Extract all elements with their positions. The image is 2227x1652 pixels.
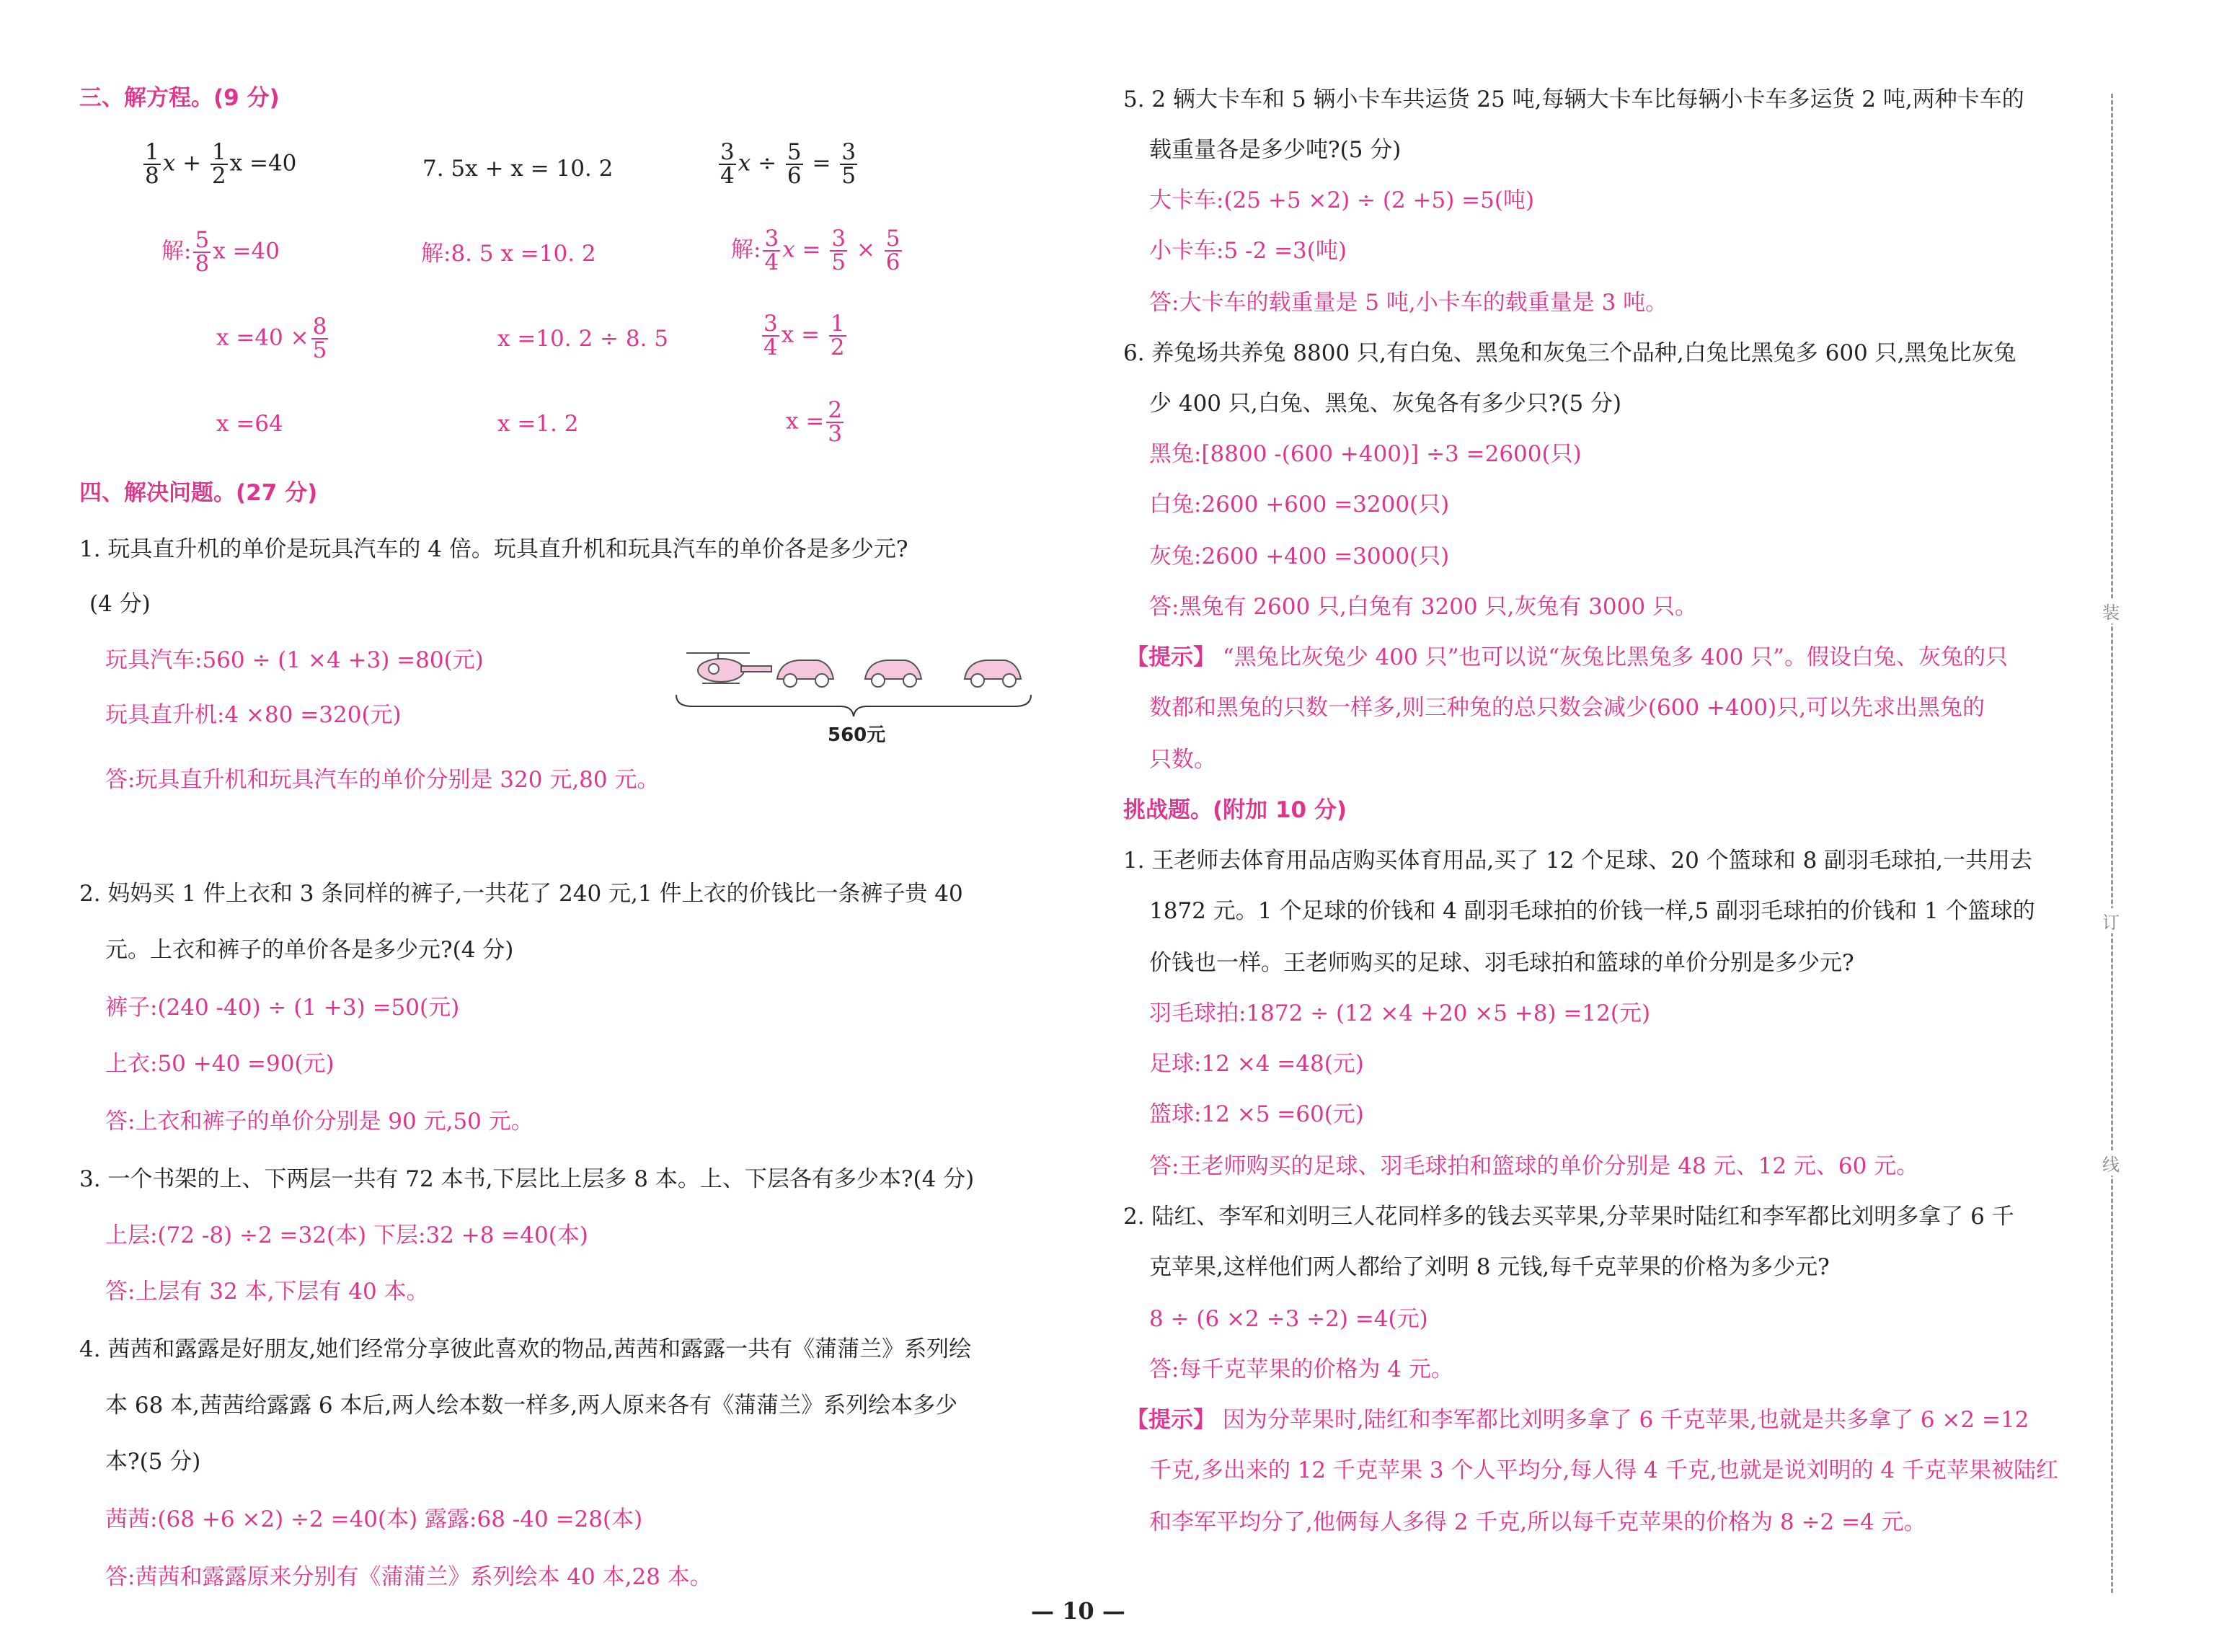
- q2-text-line2: 元。上衣和裤子的单价各是多少元?(4 分): [105, 937, 514, 963]
- eq1-step2: x =40 × $\frac{8}{5}$: [216, 314, 327, 363]
- q2-answer-step2: 上衣:50 +40 =90(元): [105, 1051, 335, 1077]
- q4-answer-step1: 茜茜:(68 +6 ×2) ÷2 =40(本) 露露:68 -40 =28(本): [105, 1506, 643, 1532]
- q3-answer: 答:上层有 32 本,下层有 40 本。: [105, 1279, 429, 1305]
- q5-answer-step2: 小卡车:5 -2 =3(吨): [1149, 238, 1347, 264]
- q2-answer-step1: 裤子:(240 -40) ÷ (1 +3) =50(元): [105, 995, 460, 1021]
- q2-answer: 答:上衣和裤子的单价分别是 90 元,50 元。: [105, 1109, 533, 1134]
- q1-answer-step2: 玩具直升机:4 ×80 =320(元): [105, 702, 402, 728]
- q2-text-line1: 2. 妈妈买 1 件上衣和 3 条同样的裤子,一共花了 240 元,1 件上衣的价钱比一条裤子贵 40: [79, 881, 963, 907]
- q3-text: 3. 一个书架的上、下两层一共有 72 本书,下层比上层多 8 本。上、下层各有多少本?(4 分): [79, 1166, 975, 1192]
- eq3-problem: $\frac{3}{4}$ x ÷ $\frac{5}{6}$ = $\frac{3}{5}$: [720, 139, 856, 189]
- challenge-title: 挑战题。(附加 10 分): [1123, 797, 1347, 823]
- diagram-total-label: 560元: [828, 724, 886, 746]
- q6-answer: 答:黑兔有 2600 只,白兔有 3200 只,灰兔有 3000 只。: [1149, 594, 1697, 620]
- c1-answer-step1: 羽毛球拍:1872 ÷ (12 ×4 +20 ×5 +8) =12(元): [1149, 1000, 1651, 1026]
- q6-text-line2: 少 400 只,白兔、黑兔、灰兔各有多少只?(5 分): [1149, 391, 1622, 417]
- c1-text-line1: 1. 王老师去体育用品店购买体育用品,买了 12 个足球、20 个篮球和 8 副羽毛球拍,一共用去: [1123, 848, 2033, 874]
- page-number: — 10 —: [1031, 1597, 1125, 1625]
- binding-mark-3: 线: [2099, 1150, 2122, 1176]
- binding-line: [2111, 94, 2113, 1593]
- eq2-step3: x =1. 2: [497, 411, 579, 437]
- q6-text-line1: 6. 养兔场共养兔 8800 只,有白兔、黑兔和灰兔三个品种,白兔比黑兔多 600 只,黑兔比灰兔: [1123, 340, 2016, 366]
- c1-text-line2: 1872 元。1 个足球的价钱和 4 副羽毛球拍的价钱一样,5 副羽毛球拍的价钱和 1 个篮球的: [1149, 898, 2035, 924]
- eq2-step1: 解:8. 5 x =10. 2: [421, 241, 596, 267]
- q5-answer: 答:大卡车的载重量是 5 吨,小卡车的载重量是 3 吨。: [1149, 290, 1668, 316]
- q1-text: 1. 玩具直升机的单价是玩具汽车的 4 倍。玩具直升机和玩具汽车的单价各是多少元?: [79, 536, 908, 562]
- c1-answer: 答:王老师购买的足球、羽毛球拍和篮球的单价分别是 48 元、12 元、60 元。: [1149, 1153, 1919, 1179]
- binding-mark-1: 装: [2099, 598, 2122, 623]
- c1-answer-step2: 足球:12 ×4 =48(元): [1149, 1051, 1364, 1077]
- c1-text-line3: 价钱也一样。王老师购买的足球、羽毛球拍和篮球的单价分别是多少元?: [1149, 950, 1854, 976]
- q5-text-line1: 5. 2 辆大卡车和 5 辆小卡车共运货 25 吨,每辆大卡车比每辆小卡车多运货 2 吨,两种卡车的: [1123, 86, 2024, 112]
- c2-tip-line2: 千克,多出来的 12 千克苹果 3 个人平均分,每人得 4 千克,也就是说刘明的 4 千克苹果被陆红: [1149, 1457, 2059, 1483]
- tip-label: 【提示】: [1126, 644, 1216, 670]
- q1-answer-step1: 玩具汽车:560 ÷ (1 ×4 +3) =80(元): [105, 647, 484, 673]
- c2-text-line1: 2. 陆红、李军和刘明三人花同样多的钱去买苹果,分苹果时陆红和李军都比刘明多拿了 6 千: [1123, 1204, 2014, 1230]
- q5-answer-step1: 大卡车:(25 +5 ×2) ÷ (2 +5) =5(吨): [1149, 187, 1535, 213]
- q4-text-line2: 本 68 本,茜茜给露露 6 本后,两人绘本数一样多,两人原来各有《蒲蒲兰》系列绘本多少: [105, 1393, 958, 1418]
- car-illustration-1: [777, 660, 833, 687]
- q6-answer-step2: 白兔:2600 +600 =3200(只): [1149, 492, 1450, 518]
- section4-title: 四、解决问题。(27 分): [79, 480, 318, 506]
- section3-title: 三、解方程。(9 分): [79, 85, 280, 111]
- eq2-step2: x =10. 2 ÷ 8. 5: [497, 326, 669, 352]
- c2-text-line2: 克苹果,这样他们两人都给了刘明 8 元钱,每千克苹果的价格为多少元?: [1149, 1254, 1830, 1280]
- c2-tip-line3: 和李军平均分了,他俩每人多得 2 千克,所以每千克苹果的价格为 8 ÷2 =4 元。: [1149, 1509, 1926, 1535]
- tip-label: 【提示】: [1126, 1407, 1216, 1433]
- q5-text-line2: 载重量各是多少吨?(5 分): [1149, 137, 1402, 163]
- q6-tip-line3: 只数。: [1149, 747, 1216, 773]
- q3-answer-step1: 上层:(72 -8) ÷2 =32(本) 下层:32 +8 =40(本): [105, 1222, 588, 1248]
- eq3-step3: x = $\frac{2}{3}$: [786, 397, 843, 447]
- eq2-problem: 7. 5x + x = 10. 2: [422, 156, 614, 182]
- q6-answer-step1: 黑兔:[8800 -(600 +400)] ÷3 =2600(只): [1149, 441, 1582, 467]
- q1-answer: 答:玩具直升机和玩具汽车的单价分别是 320 元,80 元。: [105, 767, 660, 793]
- q4-answer: 答:茜茜和露露原来分别有《蒲蒲兰》系列绘本 40 本,28 本。: [105, 1564, 712, 1590]
- c2-answer: 答:每千克苹果的价格为 4 元。: [1149, 1356, 1453, 1382]
- q4-text-line1: 4. 茜茜和露露是好朋友,她们经常分享彼此喜欢的物品,茜茜和露露一共有《蒲蒲兰》系列绘: [79, 1336, 972, 1362]
- total-brace: [676, 695, 1031, 716]
- binding-mark-2: 订: [2099, 908, 2122, 933]
- helicopter-illustration: [686, 653, 771, 683]
- eq1-problem: $\frac{1}{8}$ x + $\frac{1}{2}$ x =40: [145, 139, 297, 189]
- eq1-step1: 解: $\frac{5}{8}$ x =40: [161, 227, 280, 277]
- eq3-step1: 解: $\frac{3}{4}$ x = $\frac{3}{5}$ × $\frac{5}{6}$: [731, 226, 900, 275]
- q4-text-line3: 本?(5 分): [105, 1449, 201, 1475]
- q1-points: (4 分): [89, 591, 151, 617]
- car-illustration-2: [865, 660, 921, 687]
- q6-tip-line1: 【提示】 “黑兔比灰兔少 400 只”也可以说“灰兔比黑兔多 400 只”。假设白兔、灰兔的只: [1126, 644, 2008, 670]
- c1-answer-step3: 篮球:12 ×5 =60(元): [1149, 1101, 1364, 1127]
- eq1-step3: x =64: [216, 411, 283, 437]
- c2-answer-step1: 8 ÷ (6 ×2 ÷3 ÷2) =4(元): [1149, 1306, 1428, 1332]
- c2-tip-line1: 【提示】 因为分苹果时,陆红和李军都比刘明多拿了 6 千克苹果,也就是共多拿了 6 ×2 =12: [1126, 1407, 2029, 1433]
- eq3-step2: $\frac{3}{4}$ x = $\frac{1}{2}$: [763, 311, 845, 360]
- q6-answer-step3: 灰兔:2600 +400 =3000(只): [1149, 543, 1450, 569]
- q6-tip-line2: 数都和黑兔的只数一样多,则三种兔的总只数会减少(600 +400)只,可以先求出黑兔的: [1149, 695, 1985, 721]
- car-illustration-3: [965, 660, 1021, 687]
